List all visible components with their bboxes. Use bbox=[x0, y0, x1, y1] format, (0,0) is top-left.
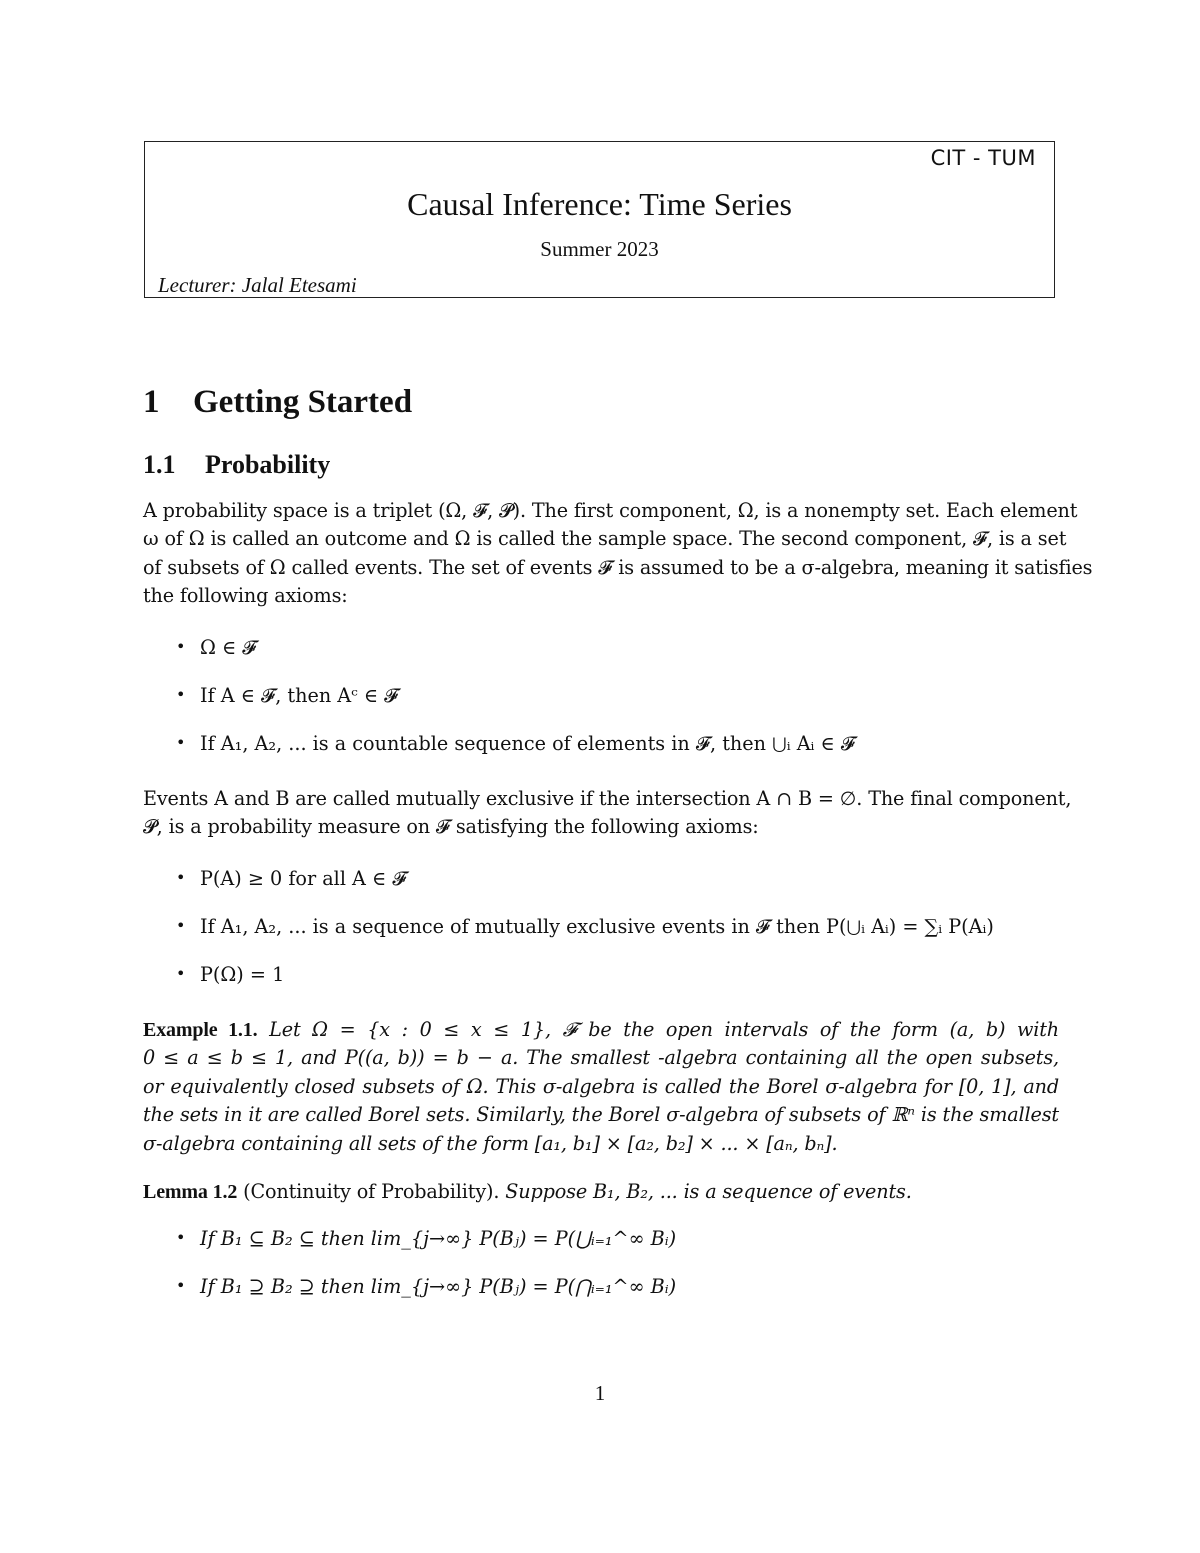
subsection-title: Probability bbox=[205, 450, 331, 479]
lemma-statement: Suppose B₁, B₂, ... is a sequence of events. bbox=[505, 1180, 912, 1203]
example-label: Example 1.1. bbox=[143, 1019, 258, 1041]
example-block bbox=[143, 1016, 1059, 1158]
bullet-icon: • bbox=[176, 964, 186, 983]
section-heading bbox=[143, 384, 412, 421]
list-item: • Ω ∈ 𝓕 bbox=[176, 636, 257, 659]
list-item: • If B₁ ⊇ B₂ ⊇ then lim_{j→∞} P(Bⱼ) = P(⋂ᵢ₌₁^∞ Bᵢ) bbox=[176, 1275, 677, 1298]
text-line: 0 ≤ a ≤ b ≤ 1, and P((a, b)) = b − a. The smallest -algebra containing all the open subsets, bbox=[143, 1046, 1059, 1070]
lemma-name: (Continuity of Probability). bbox=[243, 1180, 500, 1203]
subsection-number: 1.1 bbox=[143, 450, 176, 479]
page-number: 1 bbox=[594, 1381, 606, 1405]
term: Summer 2023 bbox=[540, 237, 659, 261]
bullet-icon: • bbox=[176, 868, 186, 887]
intro-paragraph bbox=[143, 497, 1093, 611]
text-line: ω of Ω is called an outcome and Ω is called the sample space. The second component, 𝓕, is a set bbox=[143, 527, 1067, 551]
bullet-icon: • bbox=[176, 1276, 186, 1295]
section-number: 1 bbox=[143, 384, 160, 420]
list-item: • If A₁, A₂, ... is a countable sequence of elements in 𝓕, then ⋃ᵢ Aᵢ ∈ 𝓕 bbox=[176, 732, 855, 755]
list-item: • If A ∈ 𝓕, then Aᶜ ∈ 𝓕 bbox=[176, 684, 399, 707]
text-line: or equivalently closed subsets of Ω. This σ-algebra is called the Borel σ-algebra for [0, 1], and bbox=[143, 1074, 1059, 1098]
lecture-header-box bbox=[144, 141, 1055, 298]
text-line: 𝓟, is a probability measure on 𝓕 satisfying the following axioms: bbox=[143, 815, 759, 839]
events-paragraph bbox=[143, 785, 1072, 842]
text-line: Events A and B are called mutually exclusive if the intersection A ∩ B = ∅. The final component, bbox=[143, 787, 1072, 810]
subsection-heading bbox=[143, 450, 330, 480]
lecturer: Lecturer: Jalal Etesami bbox=[158, 273, 357, 297]
list-item: • If A₁, A₂, ... is a sequence of mutually exclusive events in 𝓕 then P(⋃ᵢ Aᵢ) = ∑ᵢ P(Aᵢ) bbox=[176, 915, 994, 938]
text-line: of subsets of Ω called events. The set of events 𝓕 is assumed to be a σ-algebra, meaning it satisfies bbox=[143, 555, 1093, 579]
text-line: the following axioms: bbox=[143, 584, 348, 608]
text-line: the sets in it are called Borel sets. Similarly, the Borel σ-algebra of subsets of ℝⁿ is the smallest bbox=[143, 1103, 1059, 1127]
institution: CIT - TUM bbox=[930, 146, 1036, 170]
text-line: Example 1.1. Let Ω = {x : 0 ≤ x ≤ 1}, 𝓕 be the open intervals of the form (a, b) with bbox=[143, 1018, 1059, 1041]
bullet-icon: • bbox=[176, 1228, 186, 1247]
bullet-icon: • bbox=[176, 916, 186, 935]
text-line: σ-algebra containing all sets of the form [a₁, b₁] × [a₂, b₂] × ... × [aₙ, bₙ]. bbox=[143, 1131, 838, 1155]
list-item: • P(Ω) = 1 bbox=[176, 963, 285, 986]
bullet-icon: • bbox=[176, 733, 186, 752]
lemma-block bbox=[143, 1178, 1059, 1206]
section-title: Getting Started bbox=[193, 384, 413, 420]
bullet-icon: • bbox=[176, 637, 186, 656]
course-title: Causal Inference: Time Series bbox=[407, 186, 792, 222]
list-item: • If B₁ ⊆ B₂ ⊆ then lim_{j→∞} P(Bⱼ) = P(⋃ᵢ₌₁^∞ Bᵢ) bbox=[176, 1227, 677, 1250]
text-line: A probability space is a triplet (Ω, 𝓕, 𝓟). The first component, Ω, is a nonempty set. Each element bbox=[143, 499, 1078, 522]
list-item: • P(A) ≥ 0 for all A ∈ 𝓕 bbox=[176, 867, 407, 890]
lemma-label: Lemma 1.2 bbox=[143, 1181, 238, 1203]
bullet-icon: • bbox=[176, 685, 186, 704]
text-line bbox=[143, 1178, 1059, 1206]
